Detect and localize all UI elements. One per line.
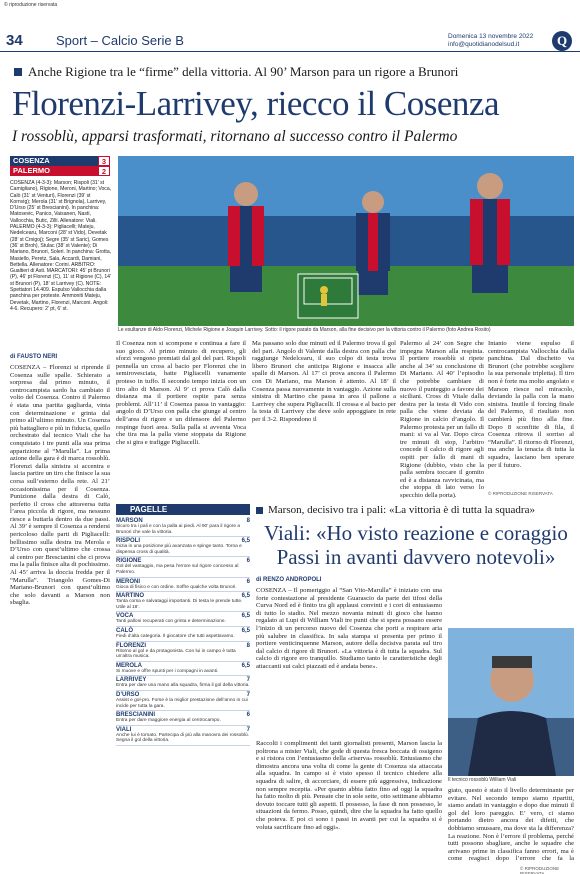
home-team: COSENZA [13, 156, 50, 165]
player-vote: 7 [246, 677, 250, 684]
player-name: VOCA [116, 613, 134, 620]
viali-kicker [256, 504, 535, 516]
player-vote: 7 [246, 691, 250, 698]
article-byline: di FAUSTO NERI [10, 354, 58, 360]
pagelle-header: PAGELLE [116, 504, 250, 515]
player-vote: 6,5 [241, 627, 250, 634]
player-vote: 6,5 [241, 613, 250, 620]
player-vote: 8 [246, 642, 250, 649]
viali-photo [448, 628, 574, 776]
pagella-item [116, 726, 250, 746]
match-report-box: COSENZA (4-3-3): Marson; Rispoli (31’ st Camigliano), Rigione, Meroni, Martino; Voca, Calò (31’ st Venturi), Florenzi (39’ st Kornvig); Merola (31’ st Brignola), Larrivey, D’Urso (25’ st Brescianini). In panchina: Matosevic, Panico, Vaisanen, Nasti, Vallocchia, Butic, Zilli. Allenatore: Viali. PALERMO (4-3-3): Pigliacelli; Mateju, Nedelcearu, Marconi (28’ st Vido), Devetak (28’ st Crnigoj); Segre (35’ st Saric), Gomes (36’ st Broh), Stulac (38’ st Valente); Di Mariano, Brunori, Soleri. In panchina: Grotta, Masiello, Peretz, Sala, Accardi, Damiani, Bettella. Allenatore: Corini. ARBITRO: Gualtieri di Asti. MARCATORI: 45’ pt Brunori (P), 46’ pt Florenzi (C), 11’ st Rigione (C), 14’ st Brunori (P), 18’ st Larrivey (C). NOTE: Spettatori 14.409. Espulso Vallocchia dalla panchina per proteste. Ammoniti Mateju, Devetak, Martino, Florenzi, Marconi. Angoli: 4-6. Recupero: 2’ pt, 6’ st. [10, 180, 112, 312]
viali-photo-caption: Il tecnico rossoblù William Viali [448, 777, 517, 783]
viali-column-3: giato, questo è stato il livello determinante per evitare. Nel secondo tempo siamo ripartiti, siamo andati in vantaggio e dopo due minuti il gol del loro pareggio. E’ vero, ci siamo portando dietro ancora dei difetti, che dobbiamo smussare, ma dove sta la differenza? La reazione. Non è l’errore il problema, perché tutti possono sbagliare, anche le squadre che arrivano prime in classifica fanno errori, ma è come reagisci dopo l’errore che fa la [448, 787, 574, 863]
pagella-item [116, 557, 250, 577]
pagella-item [116, 662, 250, 677]
player-vote: 8 [246, 518, 250, 524]
player-name: RIGIONE [116, 558, 142, 565]
match-photo [118, 156, 574, 326]
player-comment: Entra per dare una mano alla squadra, firma il gol della vittoria. [116, 683, 250, 689]
player-name: FLORENZI [116, 642, 146, 649]
player-comment: Entra per dare maggiore energia al centrocampo. [116, 718, 221, 724]
article-headline: Florenzi-Larrivey, riecco il Cosenza [12, 84, 500, 123]
scoreboard [10, 156, 110, 176]
viali-kicker-text: Marson, decisivo tra i pali: «La vittoria è di tutta la squadra» [268, 504, 535, 516]
player-comment: Gol del vantaggio, ma pesa l’errore sul rigore concesso al Palermo. [116, 564, 239, 575]
player-name: RISPOLI [116, 538, 141, 545]
player-comment: Ritorno al gol e da protagonista. Con lui in campo è tutta un’altra musica. [116, 648, 236, 660]
player-name: MERONI [116, 578, 140, 585]
article-column-4: Palermo al 24’ con Segre che impegna Marson alla respinta. Il portiere rossoblù si ripete anche al 34’ su conclusione di Di Mariano. Al 40’ l’episodio che potrebbe cambiare di nuovo il punteggio a favore dei siciliani. Cross di Vitale dalla destra per la testa di Vido con palla che viene deviata da Rigione in calcio d’angolo. Il Palermo protesta per un fallo di mani: si va al Var. Dopo circa tre minuti di stop, l’arbitro concede il calcio di rigore agli ospiti per fallo di mani di Rigione (dubbio, visto che la palla sembra toccare il gomito ed è a distanza ravvicinata, ma che stoppa di lato verso lo specchio della porta). [400, 340, 484, 498]
player-vote: 6 [246, 712, 250, 719]
player-comment: Tanta corsa e salvataggi importanti. Di testa le prende tutte. Utile al 18’. [116, 599, 243, 610]
article-column-2: Il Cosenza non si scompone e continua a fare il suo gioco. Al primo minuto di recupero, gli sforzi vengono premiati dal gol del pari. Rispoli pennella un cross al bacio per Florenzi che in semirovesciata, batte Pigliacelli vanamente proteso in tuffo. Il secondo tempo inizia con un tiro alto di Marson. Al 9’ ci prova Calò dalla distanza ma il portiere ospite para senza problemi. All’11’ il Cosenza passa in vantaggio: angolo di D’Urso con palla che giunge al centro dell’area di rigore e un difensore del Palermo respinge fuori area. Sulla palla si avventa Voca che tira ma la palla viene stoppata da Rigione che si gira e trafigge Pigliacelli. [116, 340, 246, 446]
article-subhead: I rossoblù, apparsi trasformati, ritornano al successo contro il Palermo [12, 128, 458, 145]
photo-caption: Le esultanze di Aldo Florenzi, Michele Rigione e Joaquin Larrivey. Sotto: il rigore parato da Marson, alla fine decisivo per la vittoria contro il Palermo (foto Andrea Rosito) [118, 327, 491, 333]
viali-photo-illustration [448, 628, 574, 776]
viali-column-2: Raccolti i complimenti dei tanti giornalisti presenti, Marson lascia la poltrona a mister Viali, che gode di questa fresca boccata di ossigeno e si ristora con l’entusiasmo della «riserva» rossoblù. Entusiasmo che dimostra ancora una volta di come la gente di Cosenza sia attaccata alla squadra. In campo si è visto spesso il tecnico chiedere alla squadra di salire, di accorciare, di essere più aggressiva, indicazione non sempre recepita. «Per quanto abbia fatto fino ad oggi la squadra ha fatto molto di più. Pensate che in sole sette, otto settimane abbiamo dovuto toccare tutti gli aspetti. Il possesso, la fase di non possesso, le situazioni da fermo. Posso, quindi, dire che la squadra ha fatto quello che poteva. E poi ci sono i passi in avanti per cui la squadra si è voluta sacrificare fino ad oggi». [256, 740, 442, 831]
player-vote: 6 [246, 578, 250, 585]
player-vote: 6,5 [241, 593, 250, 600]
player-comment: Inizia in una posizione più avanzata e spinge tanto. Torna e dispensa cross di qualità. [116, 544, 242, 555]
kicker-text: Anche Rigione tra le “firme” della vittoria. Al 90’ Marson para un rigore a Brunori [28, 64, 459, 79]
player-name: MARTINO [116, 593, 144, 600]
square-bullet-icon [256, 507, 263, 514]
contact-email: info@quotidianodelsud.it [448, 41, 520, 48]
player-vote: 6,5 [241, 662, 250, 669]
newspaper-logo: Q [552, 31, 572, 51]
pagella-item [116, 642, 250, 662]
player-comment: Si muove e offre spunti per i compagni in avanti. [116, 668, 219, 674]
pagella-item [116, 627, 250, 642]
pagella-item [116, 537, 250, 557]
player-vote: 6 [246, 558, 250, 565]
player-vote: 6,5 [241, 538, 250, 545]
score-row-home [10, 156, 110, 166]
pagella-item [116, 691, 250, 711]
away-team: PALERMO [13, 166, 50, 175]
header-date-block [448, 33, 548, 49]
player-name: LARRIVEY [116, 677, 147, 684]
player-comment: Anche lui è tornato. Partecipa di più alla manovra dei rossoblù. Segna il gol della vittoria. [116, 732, 250, 744]
pagelle-list [116, 517, 250, 746]
player-comment: Tanti palloni recuperati con grinta e determinazione. [116, 619, 226, 625]
square-bullet-icon [14, 68, 22, 76]
player-comment: Gioca di fisico e con ordine. Soffre qualche volta Brunori. [116, 584, 237, 590]
match-photo-illustration [118, 156, 574, 326]
section-title: Sport – Calcio Serie B [56, 33, 184, 48]
player-comment: Sicuro tra i pali e con la palla ai piedi. Al 90’ para il rigore a Brunori che vale la vittoria. [116, 524, 241, 535]
article-copyright: © RIPRODUZIONE RISERVATA [488, 491, 553, 496]
page-number: 34 [6, 32, 23, 49]
player-vote: 7 [246, 726, 250, 733]
pagella-item [116, 711, 250, 726]
player-name: VIALI [116, 726, 132, 733]
pagella-item [116, 676, 250, 691]
issue-date: Domenica 13 novembre 2022 [448, 33, 534, 40]
pagella-item [116, 517, 250, 537]
away-score: 2 [98, 166, 110, 176]
score-row-away [10, 166, 110, 176]
viali-headline: Viali: «Ho visto reazione e coraggio Passi in avanti davvero notevoli» [264, 521, 568, 569]
article-kicker [14, 64, 458, 80]
article-column-5: Intanto viene espulso il centrocampista Vallocchia dalla panchina. Dal dischetto va Brunori (che potrebbe scegliere la sua personale tripletta). Il tiro non è forte ma molto angolato e Marson riesce nel miracolo, deviando la palla con la mano sinistra. Inutile il forcing finale del Palermo, il risultato non cambierà più fino alla fine. Dopo 8 sconfitte di fila, il Cosenza ritrova il sorriso al “Marulla”. Il ritorno di Florenzi, ma anche la tenacia di tutta la squadra, lasciano ben sperare per il futuro. [488, 340, 574, 469]
player-name: BRESCIANINI [116, 712, 156, 719]
player-name: D’URSO [116, 691, 140, 698]
player-comment: Assist e gol-pro. Forse è la miglior prestazione dell’anno in cui incide per tutta la gara. [116, 697, 248, 709]
player-name: MARSON [116, 518, 143, 524]
article-column-1: COSENZA – Florenzi si riprende il Cosenza sulle spalle. Schierato a sorpresa dal primo minuto, il centrocampista sardo ha cambiato il volto del Cosenza. Contro il Palermo è stata una partita gagliarda, vinta con determinazione e grinta dal primo all’ultimo minuto. Un Cosenza più battagliero e più in fiducia, quello orchestrato dal tecnico Viali che ha conquistato i tre punti alla sua prima apparizione al “Marulla”. La prima azione della gara è di marca rossoblù. Florenzi dalla sinistra si accentra e lascia partire un tiro che finisce la sua corsa sull’esterno della rete. Al 21’ occasionissima per il Cosenza. Punizione dalla destra di Calò, perfetto il cross che attraversa tutta l’area piccola di rigore, ma nessuno riesce a buttarla dentro da due passi. Al 39’ è sempre il Cosenza a rendersi pericoloso dalle parti di Pigliacelli: bellissimo sulla destra tra Merola e D’Urso con quest’ultimo che crossa al centro per Brescianini che ci prova ma la palla finisce alta di pochissimo. Al 45’ arriva la doccia fredda per il “Marulla”. Triangolo Gomes-Di Mariano-Brunori con quest’ultimo che solo davanti a Marson non sbaglia. [10, 364, 110, 607]
home-score: 3 [98, 156, 110, 166]
player-name: MEROLA [116, 662, 142, 669]
pagella-item [116, 592, 250, 612]
player-comment: Fiedi d’alta categoria. Il giocatore che tutti aspettavamo. [116, 633, 235, 639]
player-name: CALÒ [116, 627, 133, 634]
pagella-item [116, 578, 250, 593]
pagella-item [116, 612, 250, 627]
article-column-3: Ma passano solo due minuti ed il Palermo trova il gol del pari. Angolo di Valente dalla destra con palla che raggiunge Nedelcearu, il suo colpo di testa trova libero Brunori che anticipa Rigione e insacca alle spalle di Marson. Al 17’ ci prova ancora il Palermo con Di Mariano, ma Marson è attento. Al 18’ il Cosenza passa nuovamente in vantaggio. Azione sulla sinistra di Martino che passa in area il pallone a Larrivey che supera Pigliacelli. Il crossa e al bacio per la testa di Larrivey che deve solo appoggiare in rete per il 3-2. Rispondono il [252, 340, 396, 423]
copyright-note: © riproduzione riservata [4, 2, 58, 8]
viali-byline: di RENZO ANDROPOLI [256, 577, 322, 583]
viali-copyright: © RIPRODUZIONE RISERVATA [520, 866, 560, 874]
viali-column-1: COSENZA – Il pomeriggio al “San Vito-Marulla” è iniziato con una forte contestazione al presidente Guarascio da parte dei tifosi della Curva Nord ed è finito tra gli applausi convinti e i cori di entusiasmo di tutto lo stadio. Nel mezzo novanta minuti di gioco che hanno regalato ai Lupi di William Viali tre punti che si spera possano essere l’inizio di un percorso nuovo del Cosenza che porti a respirare aria più salubre in classifica. In sala stampa si presenta per primo il portiere venticinquenne Marson, autore della decisiva parata sul tiro dal calcio di rigore di Brunori. «La vittoria è di tutta la squadra. Sul calcio di rigore ero tranquillo. Studiamo tanto le caratteristiche degli attaccanti sui calci piazzati ed è andata bene». [256, 587, 442, 670]
